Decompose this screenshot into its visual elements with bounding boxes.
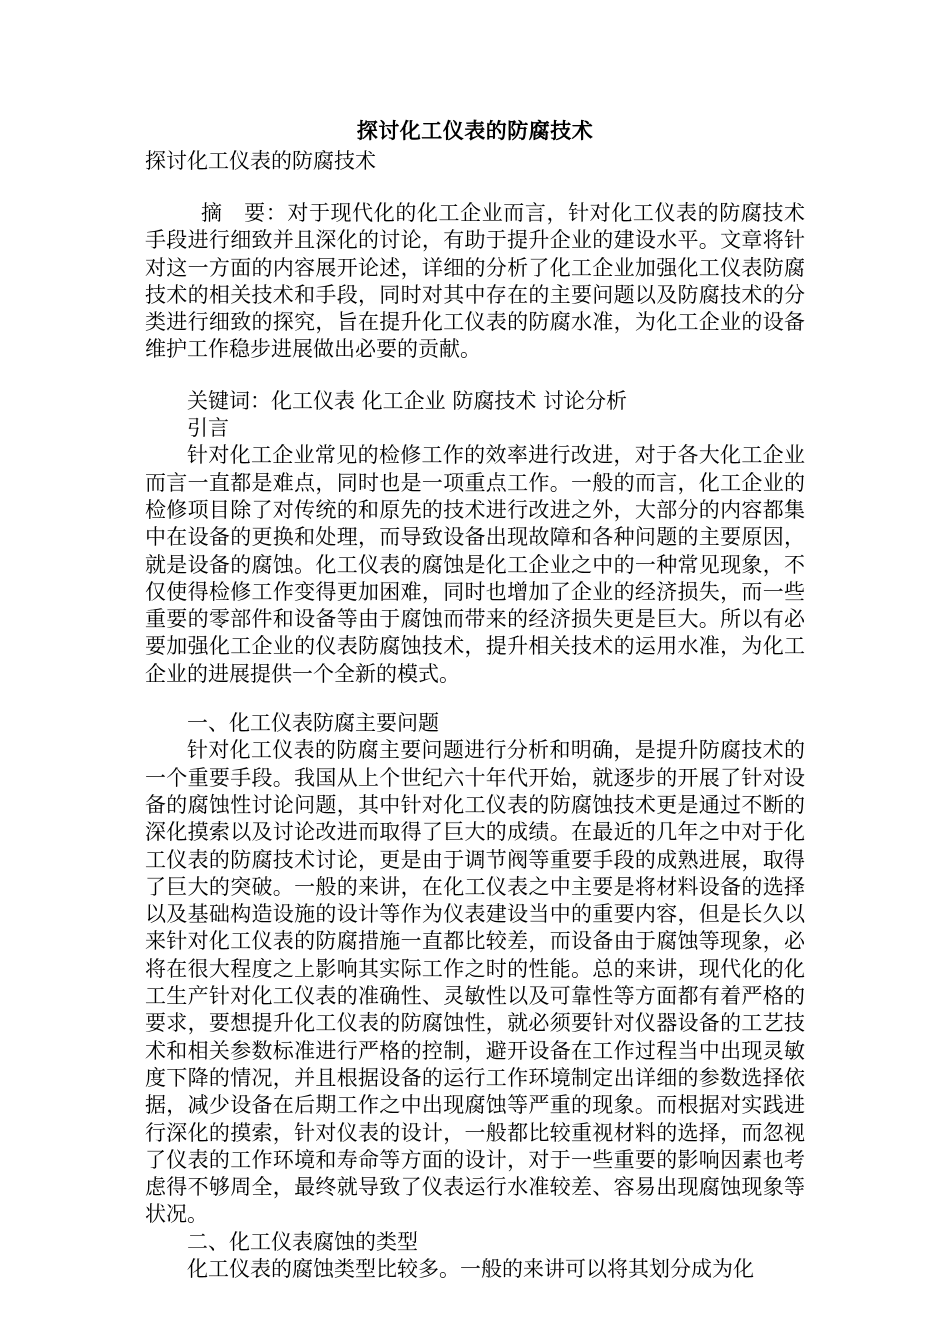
spacer xyxy=(145,364,805,388)
keywords-line: 关键词：化工仪表 化工企业 防腐技术 讨论分析 xyxy=(187,388,628,413)
document-title: 探讨化工仪表的防腐技术 xyxy=(356,118,594,143)
document-page xyxy=(145,116,805,1283)
document-subtitle: 探讨化工仪表的防腐技术 xyxy=(145,149,376,173)
spacer xyxy=(145,688,805,710)
abstract-paragraph: 摘 要：对于现代化的化工企业而言，针对化工仪表的防腐技术手段进行细致并且深化的讨论，有助于提升企业的建设水平。文章将针对这一方面的内容展开论述，详细的分析了化工企业加强化工仪表防腐技术的相关技术和手段，同时对其中存在的主要问题以及防腐技术的分类进行细致的探究，旨在提升化工仪表的防腐水准，为化工企业的设备维护工作稳步进展做出必要的贡献。 xyxy=(145,201,805,362)
section1-heading: 一、化工仪表防腐主要问题 xyxy=(187,711,439,736)
section1-paragraph: 针对化工仪表的防腐主要问题进行分析和明确，是提升防腐技术的一个重要手段。我国从上个世纪六十年代开始，就逐步的开展了针对设备的腐蚀性讨论问题，其中针对化工仪表的防腐蚀技术更是通过不断的深化摸索以及讨论改进而取得了巨大的成绩。在最近的几年之中对于化工仪表的防腐技术讨论，更是由于调节阀等重要手段的成熟进展，取得了巨大的突破。一般的来讲，在化工仪表之中主要是将材料设备的选择以及基础构造设施的设计等作为仪表建设当中的重要内容，但是长久以来针对化工仪表的防腐措施一直都比较差，而设备由于腐蚀等现象，必将在很大程度之上影响其实际工作之时的性能。总的来讲，现代化的化工生产针对化工仪表的准确性、灵敏性以及可靠性等方面都有着严格的要求，要想提升化工仪表的防腐蚀性，就必须要针对仪器设备的工艺技术和相关参数标准进行严格的控制，避开设备在工作过程当中出现灵敏度下降的情况，并且根据设备的运行工作环境制定出详细的参数选择依据，减少设备在后期工作之中出现腐蚀等严重的现象。而根据对实践进行深化的摸索，针对仪表的设计，一般都比较重视材料的选择，而忽视了仪表的工作环境和寿命等方面的设计，对于一些重要的影响因素也考虑得不够周全，最终就导致了仪表运行水准较差、容易出现腐蚀现象等状况。 xyxy=(145,738,805,1227)
intro-paragraph: 针对化工企业常见的检修工作的效率进行改进，对于各大化工企业而言一直都是难点，同时也是一项重点工作。一般的而言，化工企业的检修项目除了对传统的和原先的技术进行改进之外，大部分的内容都集中在设备的更换和处理，而导致设备出现故障和各种问题的主要原因，就是设备的腐蚀。化工仪表的腐蚀是化工企业之中的一种常见现象，不仅使得检修工作变得更加困难，同时也增加了企业的经济损失，而一些重要的零部件和设备等由于腐蚀而带来的经济损失更是巨大。所以有必要加强化工企业的仪表防腐蚀技术，提升相关技术的运用水准，为化工企业的进展提供一个全新的模式。 xyxy=(145,443,805,686)
intro-heading: 引言 xyxy=(187,416,229,441)
section2-paragraph: 化工仪表的腐蚀类型比较多。一般的来讲可以将其划分成为化 xyxy=(187,1256,754,1281)
spacer xyxy=(145,176,805,200)
section2-heading: 二、化工仪表腐蚀的类型 xyxy=(187,1229,418,1254)
